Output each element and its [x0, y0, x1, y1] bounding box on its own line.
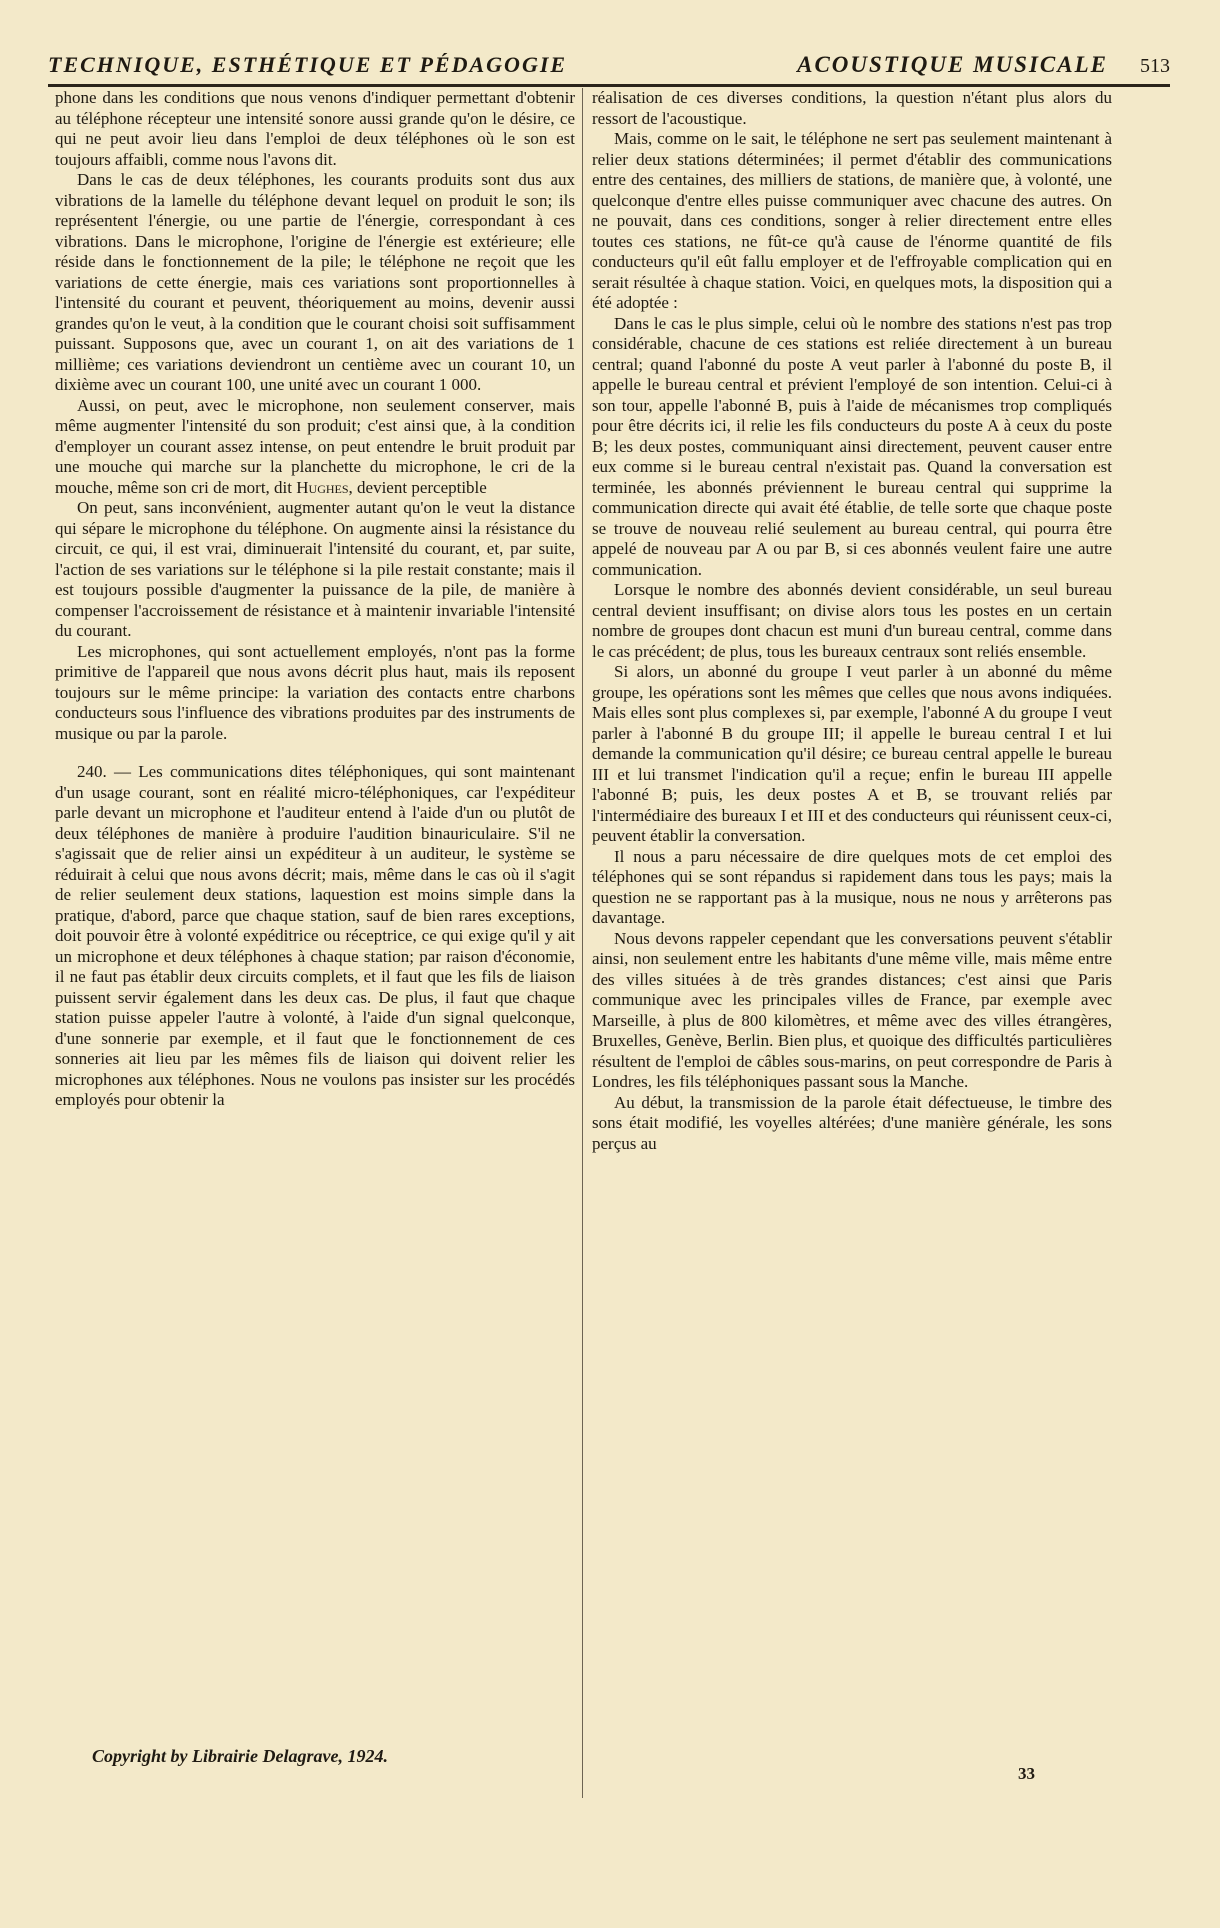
paragraph: Au début, la transmission de la parole était défectueuse, le timbre des sons était modifié, les voyelles altérées; d'une manière générale, les sons perçus au [592, 1092, 1112, 1153]
copyright-notice: Copyright by Librairie Delagrave, 1924. [92, 1746, 388, 1766]
paragraph-text: Aussi, on peut, avec le microphone, non seulement conserver, mais même augmenter l'intensité du son produit; c'est ainsi que, à la condition d'employer un courant assez intense, on peut entendre le bruit produit par une mouche qui marche sur la planchette du microphone, le cri de la mouche, même son cri de mort, dit [55, 395, 575, 497]
page-number: 513 [1140, 55, 1170, 77]
paragraph: Dans le cas de deux téléphones, les courants produits sont dus aux vibrations de la lamelle du téléphone devant lequel on produit le son; ils représentent l'énergie, ou une partie de l'énergie, correspondant à ces vibrations. Dans le microphone, l'origine de l'énergie est extérieure; elle réside dans le fonctionnement de la pile; le téléphone ne reçoit que les variations de cette énergie, mais ces variations sont proportionnelles à l'intensité du courant et peuvent, théoriquement au moins, devenir aussi grandes qu'on le veut, à la condition que le courant choisi soit suffisamment puissant. Supposons que, avec un courant 1, on ait des variations de 1 millième; ces variations deviendront un centième avec un courant 10, un dixième avec un courant 100, une unité avec un courant 1 000. [55, 170, 575, 394]
paragraph: Nous devons rappeler cependant que les conversations peuvent s'établir ainsi, non seulement entre les habitants d'une même ville, mais même entre des villes situées à de très grandes distances; c'est ainsi que Paris communique avec les principales villes de France, par exemple avec Marseille, à plus de 800 kilomètres, et même avec des villes étrangères, Bruxelles, Genève, Berlin. Bien plus, et quoique des difficultés particulières résultent de l'emploi de câbles sous-marins, on peut correspondre de Paris à Londres, les fils téléphoniques passant sous la Manche. [592, 928, 1112, 1091]
paragraph: Dans le cas le plus simple, celui où le nombre des stations n'est pas trop considérable, chacune de ces stations est reliée directement à un bureau central; quand l'abonné du poste A veut parler à l'abonné du poste B, il appelle le bureau central et prévient l'employé de son intention. Celui-ci à son tour, appelle l'abonné B, puis à l'aide de mécanismes trop compliqués pour être décrits ici, il relie les fils conducteurs du poste A à ceux du poste B; les deux postes, communiquant ainsi directement, peuvent causer entre eux comme si le bureau central n'existait pas. Quand la conversation est terminée, les abonnés préviennent le bureau central qui supprime la communication directe qui avait été établie, de telle sorte que chaque poste se trouve de nouveau relié seulement au bureau central, qui pourra être appelé de nouveau par A ou par B, si ces abonnés veulent faire une autre communication. [592, 313, 1112, 579]
left-column [55, 88, 575, 1111]
header-left-title: TECHNIQUE, ESTHÉTIQUE ET PÉDAGOGIE [48, 52, 568, 77]
header-right-title: ACOUSTIQUE MUSICALE [797, 52, 1108, 77]
paragraph: Mais, comme on le sait, le téléphone ne sert pas seulement maintenant à relier deux stations déterminées; il permet d'établir des communications entre des centaines, des milliers de stations, de manière que, à volonté, une quelconque d'entre elles puisse communiquer avec chacune des autres. On ne pouvait, dans ces conditions, songer à relier directement entre elles toutes ces stations, ne fût-ce qu'à cause de l'énorme quantité de fils conducteurs qu'il eût fallu employer et de l'effroyable complication qui en serait résultée à chaque station. Voici, en quelques mots, la disposition qui a été adoptée : [592, 129, 1112, 312]
paragraph [55, 396, 575, 499]
running-header [48, 48, 1170, 87]
paragraph: On peut, sans inconvénient, augmenter autant qu'on le veut la distance qui sépare le microphone du téléphone. On augmente ainsi la résistance du circuit, ce qui, il est vrai, diminuerait l'intensité du courant, et, par suite, l'action de ses variations sur le téléphone si la pile restait constante; mais il est toujours possible d'augmenter la puissance de la pile, de manière à compenser l'accroissement de résistance et à maintenir invariable l'intensité du courant. [55, 498, 575, 640]
right-column [592, 88, 1112, 1154]
author-name: Hughes [296, 477, 349, 497]
paragraph: phone dans les conditions que nous venons d'indiquer permettant d'obtenir au téléphone récepteur une intensité sonore aussi grande qu'on le désire, ce qui ne peut avoir lieu dans l'emploi de deux téléphones où le son est toujours affaibli, comme nous l'avons dit. [55, 88, 575, 169]
column-divider [582, 88, 583, 1798]
section-paragraph: 240. — Les communications dites téléphoniques, qui sont maintenant d'un usage courant, sont en réalité micro-téléphoniques, car l'expéditeur parle devant un microphone et l'auditeur entend à l'aide d'un ou plutôt de deux téléphones de manière à produire l'audition binauriculaire. S'il ne s'agissait que de relier ainsi un expéditeur à un auditeur, le système se réduirait à celui que nous avons décrit; mais, même dans le cas où il s'agit de relier seulement deux stations, laquestion est moins simple dans la pratique, d'abord, parce que chaque station, sauf de bien rares exceptions, doit pouvoir être à volonté expéditrice ou réceptrice, ce qui exige qu'il y ait un microphone et deux téléphones à chaque station; par raison d'économie, il ne faut pas établir deux circuits complets, et il faut que les fils de liaison puissent servir également dans les deux cas. De plus, il faut que chaque station puisse appeler l'autre à volonté, à l'aide d'un signal quelconque, d'une sonnerie par exemple, et il faut que le fonctionnement de ces sonneries ait lieu par les mêmes fils de liaison qui doivent relier les microphones aux téléphones. Nous ne voulons pas insister sur les procédés employés pour obtenir la [55, 762, 575, 1109]
paragraph: Il nous a paru nécessaire de dire quelques mots de cet emploi des téléphones qui se sont répandus si rapidement dans tous les pays; mais la question ne se rapportant pas à la musique, nous ne nous y arrêterons pas davantage. [592, 846, 1112, 927]
paragraph-text: , devient perceptible [348, 477, 487, 497]
paragraph: Les microphones, qui sont actuellement employés, n'ont pas la forme primitive de l'appareil que nous avons décrit plus haut, mais ils reposent toujours sur le même principe: la variation des contacts entre charbons conducteurs sous l'influence des vibrations produites par des instruments de musique ou par la parole. [55, 641, 575, 743]
paragraph: Lorsque le nombre des abonnés devient considérable, un seul bureau central devient insuffisant; on divise alors tous les postes en un certain nombre de groupes dont chacun est muni d'un bureau central, comme dans le cas précédent; de plus, tous les bureaux centraux sont reliés ensemble. [592, 580, 1112, 661]
paragraph: Si alors, un abonné du groupe I veut parler à un abonné du même groupe, les opérations sont les mêmes que celles que nous avons indiquées. Mais elles sont plus complexes si, par exemple, l'abonné A du groupe I veut parler à l'abonné B du groupe III; il appelle le bureau central I et lui demande la communication qu'il désire; ce bureau central appelle le bureau III et lui transmet l'indication qu'il a reçue; enfin le bureau III appelle l'abonné B; puis, les deux postes A et B, se trouvant reliés par l'intermédiaire des bureaux I et III et des conducteurs qui réunissent ceux-ci, peuvent établir la conversation. [592, 662, 1112, 845]
signature-mark: 33 [1018, 1764, 1035, 1783]
paragraph: réalisation de ces diverses conditions, la question n'étant plus alors du ressort de l'acoustique. [592, 88, 1112, 128]
